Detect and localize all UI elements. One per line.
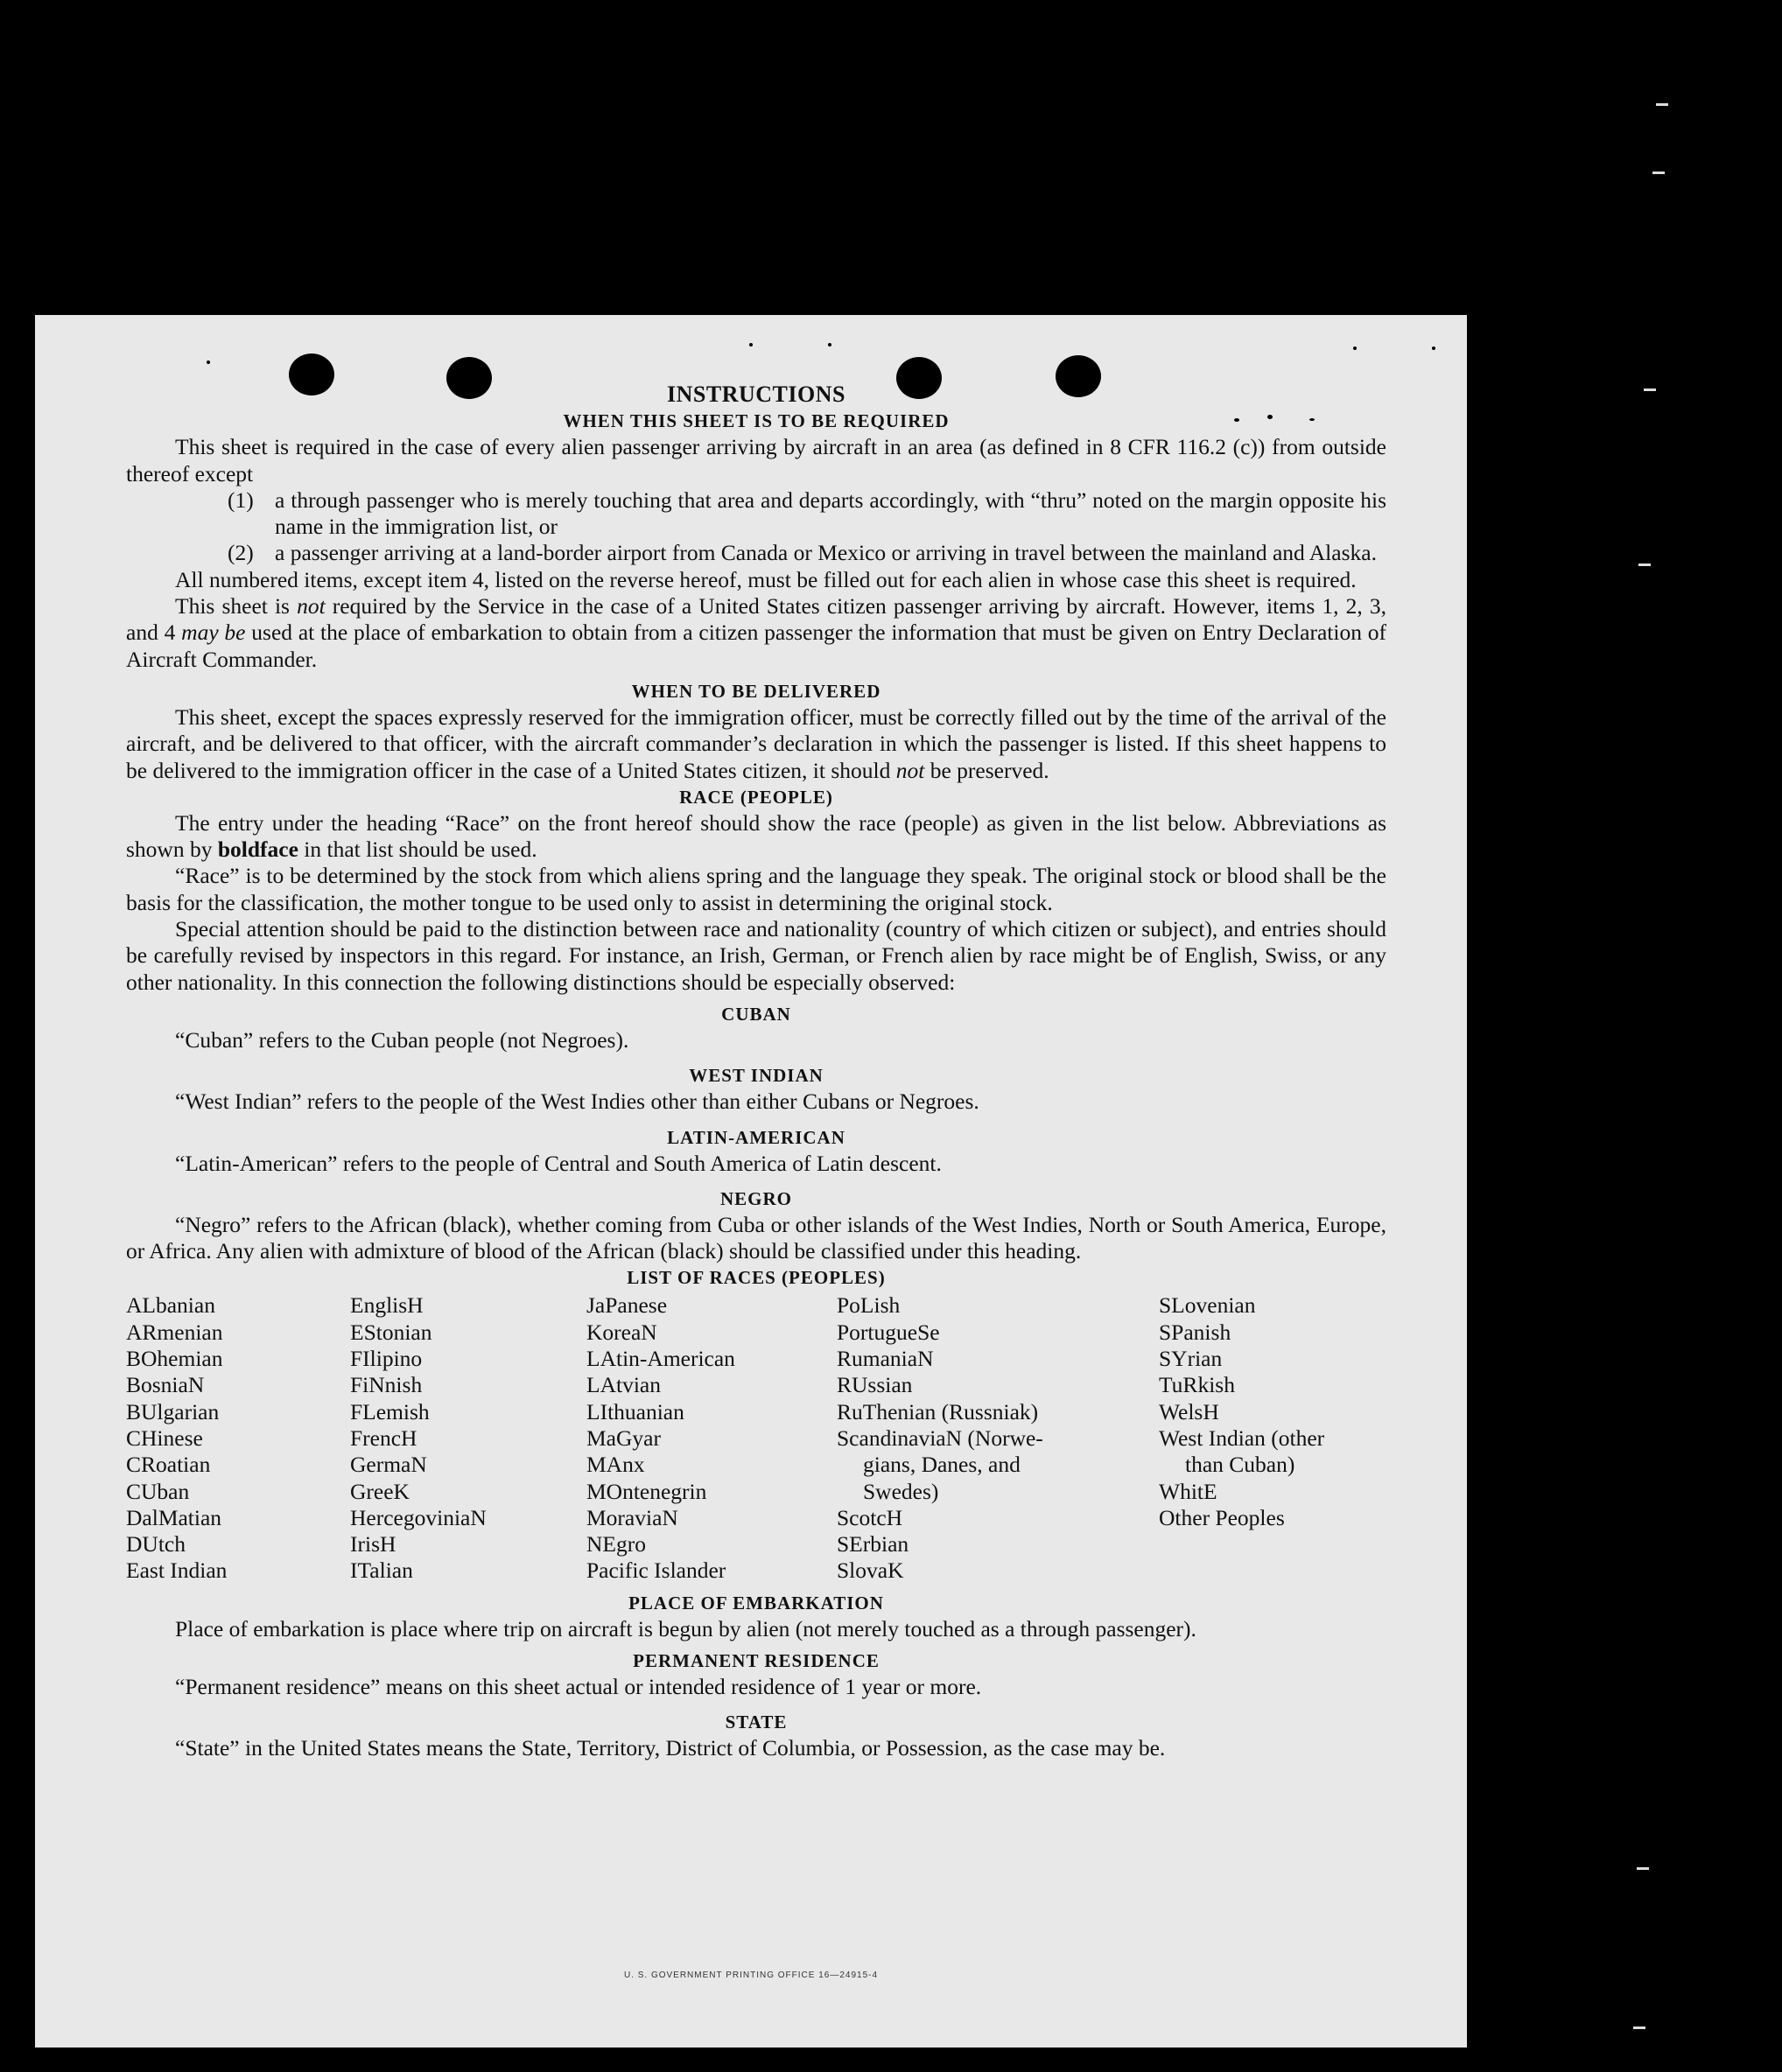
race-entry: ITalian — [350, 1558, 413, 1584]
race-entry: FIlipino — [350, 1346, 423, 1372]
paragraph: This sheet, except the spaces expressly reserved for the immigration officer, must be correctly filled out by the time of the arrival of the aircraft, and be delivered to that officer, with the aircraft commander’s declaration in which the passenger is listed. If this sheet happens to be delivered to the immigration officer in the case of a United States citizen, it should not be preserved. — [126, 704, 1386, 783]
race-entry: CHinese — [126, 1424, 203, 1451]
race-entry: IrisH — [350, 1531, 396, 1558]
race-entry: BOhemian — [126, 1346, 223, 1372]
race-entry: MAnx — [586, 1452, 645, 1478]
races-column — [1159, 1292, 1386, 1584]
race-entry: DalMatian — [126, 1504, 222, 1530]
race-entry: GermaN — [350, 1452, 427, 1478]
item-text: a passenger arriving at a land-border airport from Canada or Mexico or arriving in travel between the mainland and Alaska. — [275, 540, 1377, 566]
race-entry: than Cuban) — [1185, 1452, 1295, 1478]
race-entry: GreeK — [350, 1478, 410, 1504]
race-entry: CUban — [126, 1478, 190, 1504]
paragraph: “West Indian” refers to the people of the West Indies other than either Cubans or Negroes. — [175, 1088, 979, 1115]
race-entry: HercegoviniaN — [350, 1504, 487, 1530]
race-entry: Other Peoples — [1159, 1504, 1285, 1530]
race-entry: WelsH — [1159, 1398, 1219, 1424]
paragraph: Special attention should be paid to the distinction between race and nationality (country of which citizen or subject), and entries should be carefully revised by inspectors in this regard. For instance, an Irish, German, or French alien by race might be of English, Swiss, or any other nationality. In this connection the following distinctions should be especially observed: — [126, 916, 1386, 995]
race-entry: East Indian — [126, 1558, 228, 1584]
race-entry: MaGyar — [586, 1424, 661, 1451]
race-entry: TuRkish — [1159, 1372, 1235, 1398]
race-entry: BosniaN — [126, 1372, 205, 1398]
race-entry: Pacific Islander — [586, 1558, 726, 1584]
race-entry: ARmenian — [126, 1319, 223, 1345]
races-list — [126, 1292, 1386, 1584]
document-title: INSTRUCTIONS — [667, 382, 845, 407]
heading-cuban: CUBAN — [721, 1003, 791, 1025]
race-entry: FrencH — [350, 1424, 417, 1451]
race-entry: West Indian (other — [1159, 1424, 1325, 1451]
race-entry: LAtin-American — [586, 1346, 735, 1372]
item-text: a through passenger who is merely touching that area and departs accordingly, with “thru” noted on the margin opposite his name in the immigration list, or — [275, 486, 1386, 540]
paragraph: The entry under the heading “Race” on the front hereof should show the race (people) as given in the list below. Abbreviations as shown by boldface in that list should be used. — [126, 809, 1386, 863]
heading-list-of-races: LIST OF RACES (PEOPLES) — [627, 1267, 886, 1289]
race-entry: LIthuanian — [586, 1398, 684, 1424]
race-entry: EStonian — [350, 1319, 432, 1345]
race-entry: SLovenian — [1159, 1292, 1256, 1319]
race-entry: CRoatian — [126, 1452, 211, 1478]
paragraph: All numbered items, except item 4, listed on the reverse hereof, must be filled out for each alien in whose case this sheet is required. — [175, 566, 1357, 592]
race-entry: gians, Danes, and — [863, 1452, 1021, 1478]
race-entry: DUtch — [126, 1531, 186, 1558]
race-entry: ScotcH — [837, 1504, 903, 1530]
race-entry: SlovaK — [837, 1558, 904, 1584]
race-entry: ScandinaviaN (Norwe- — [837, 1424, 1043, 1451]
races-column — [350, 1292, 586, 1584]
speck — [749, 343, 753, 346]
list-item — [126, 540, 1386, 566]
race-entry: SPanish — [1159, 1319, 1231, 1345]
race-entry: NEgro — [586, 1531, 646, 1558]
race-entry: KoreaN — [586, 1319, 657, 1345]
race-entry: PoLish — [837, 1292, 901, 1319]
race-entry: SErbian — [837, 1531, 909, 1558]
document-page — [35, 315, 1467, 2048]
list-item — [126, 487, 1386, 541]
printer-imprint: U. S. GOVERNMENT PRINTING OFFICE 16—24915-4 — [623, 1970, 879, 1980]
race-entry: MOntenegrin — [586, 1478, 707, 1504]
race-entry: LAtvian — [586, 1372, 661, 1398]
speck — [828, 343, 831, 346]
heading-permanent-residence: PERMANENT RESIDENCE — [633, 1649, 880, 1671]
heading-when-delivered: WHEN TO BE DELIVERED — [631, 680, 881, 702]
race-entry: PortugueSe — [837, 1319, 940, 1345]
paragraph: “Race” is to be determined by the stock from which aliens spring and the language they speak. The original stock or blood shall be the basis for the classification, the mother tongue to be used only to assist in determining the original stock. — [126, 863, 1386, 915]
races-column — [837, 1292, 1159, 1584]
heading-place-of-embarkation: PLACE OF EMBARKATION — [628, 1592, 884, 1614]
item-number: (1) — [228, 486, 254, 513]
edge-mark — [1656, 103, 1668, 106]
race-entry: WhitE — [1159, 1478, 1217, 1504]
race-entry: RumaniaN — [837, 1346, 934, 1372]
race-entry: BUlgarian — [126, 1398, 220, 1424]
speck — [1432, 346, 1435, 350]
speck — [207, 360, 210, 364]
race-entry: FLemish — [350, 1398, 430, 1424]
edge-mark — [1644, 388, 1656, 391]
paragraph: “Latin-American” refers to the people of Central and South America of Latin descent. — [175, 1150, 942, 1176]
race-entry: MoraviaN — [586, 1504, 678, 1530]
paragraph: “State” in the United States means the State, Territory, District of Columbia, or Possession, as the case may be. — [175, 1735, 1166, 1761]
race-entry: RUssian — [837, 1372, 913, 1398]
edge-mark — [1633, 2026, 1645, 2029]
races-column — [586, 1292, 837, 1584]
heading-west-indian: WEST INDIAN — [689, 1065, 824, 1087]
edge-mark — [1652, 172, 1665, 174]
heading-state: STATE — [725, 1712, 788, 1733]
race-entry: JaPanese — [586, 1292, 668, 1319]
edge-mark — [1637, 1867, 1649, 1870]
race-entry: FiNnish — [350, 1372, 423, 1398]
heading-negro: NEGRO — [719, 1187, 792, 1209]
races-column — [126, 1292, 350, 1584]
paragraph: “Cuban” refers to the Cuban people (not Negroes). — [175, 1026, 629, 1053]
edge-mark — [1638, 564, 1651, 566]
item-number: (2) — [228, 540, 254, 566]
speck — [1353, 346, 1357, 350]
paragraph: This sheet is not required by the Service in the case of a United States citizen passenger arriving by aircraft. However, items 1, 2, 3, and 4 may be used at the place of embarkation to obtain from a citizen passenger the information that must be given on Entry Declaration of Aircraft Commander. — [126, 593, 1386, 672]
heading-when-required: WHEN THIS SHEET IS TO BE REQUIRED — [563, 410, 950, 432]
paragraph: “Negro” refers to the African (black), whether coming from Cuba or other islands of the West Indies, North or South America, Europe, or Africa. Any alien with admixture of blood of the African (black) should be classified under this heading. — [126, 1211, 1386, 1264]
paragraph: Place of embarkation is place where trip on aircraft is begun by alien (not merely touched as a through passenger). — [175, 1615, 1196, 1642]
race-entry: SYrian — [1159, 1346, 1223, 1372]
race-entry: EnglisH — [350, 1292, 424, 1319]
race-entry: Swedes) — [863, 1478, 939, 1504]
race-entry: RuThenian (Russniak) — [837, 1398, 1039, 1424]
race-entry: ALbanian — [126, 1292, 215, 1319]
heading-latin-american: LATIN-AMERICAN — [667, 1126, 845, 1148]
heading-race: RACE (PEOPLE) — [679, 786, 833, 808]
paragraph: This sheet is required in the case of every alien passenger arriving by aircraft in an area (as defined in 8 CFR 116.2 (c)) from outside thereof except — [126, 434, 1386, 486]
paragraph: “Permanent residence” means on this sheet actual or intended residence of 1 year or more. — [175, 1673, 982, 1699]
instructions-text — [126, 382, 1386, 1762]
